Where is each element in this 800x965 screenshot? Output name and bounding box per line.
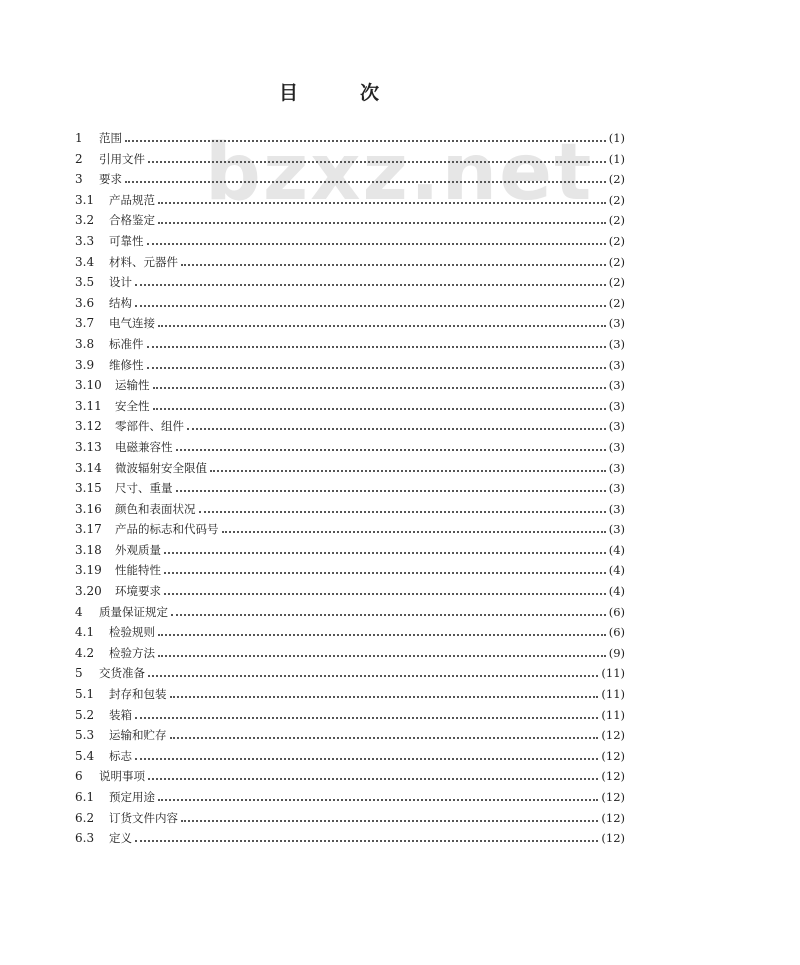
- section-number: 3.14: [75, 460, 102, 475]
- dot-leader: [158, 798, 598, 801]
- section-title: 标志: [109, 748, 132, 763]
- page-number: (12): [601, 728, 625, 743]
- page-number: (3): [608, 522, 625, 537]
- page-number: (2): [608, 172, 625, 187]
- page-number: (6): [608, 604, 625, 619]
- section-title: 电气连接: [109, 316, 155, 331]
- section-number: 3.5: [75, 275, 95, 290]
- dot-leader: [158, 324, 606, 327]
- section-title: 封存和包装: [109, 687, 167, 702]
- section-title: 环境要求: [115, 584, 161, 599]
- section-number: 5.2: [75, 707, 95, 722]
- toc-entry[interactable]: [75, 398, 625, 419]
- section-number: 3.10: [75, 378, 102, 393]
- dot-leader: [135, 757, 598, 760]
- page-number: (3): [608, 398, 625, 413]
- section-number: 2: [75, 151, 83, 166]
- toc-entry[interactable]: [75, 686, 625, 707]
- page-number: (3): [608, 336, 625, 351]
- toc-entry[interactable]: [75, 583, 625, 604]
- toc-entry[interactable]: [75, 192, 625, 213]
- dot-leader: [164, 571, 606, 574]
- toc-entry[interactable]: [75, 810, 625, 831]
- section-title: 质量保证规定: [99, 604, 168, 619]
- toc-entry[interactable]: [75, 418, 625, 439]
- toc-entry[interactable]: [75, 315, 625, 336]
- toc-entry[interactable]: [75, 707, 625, 728]
- page-number: (12): [601, 790, 625, 804]
- section-title: 电磁兼容性: [115, 439, 173, 454]
- dot-leader: [164, 592, 606, 595]
- page-number: (3): [608, 501, 625, 516]
- watermark: bzxz.net: [205, 128, 594, 218]
- page-number: (2): [608, 295, 625, 310]
- section-title: 范围: [99, 131, 122, 145]
- section-title: 引用文件: [99, 151, 145, 166]
- dot-leader: [153, 407, 606, 410]
- toc-entry[interactable]: [75, 336, 625, 357]
- section-number: 5.3: [75, 728, 95, 743]
- toc-entry[interactable]: [75, 212, 625, 233]
- page-number: (3): [608, 481, 625, 496]
- section-title: 定义: [109, 831, 132, 846]
- toc-entry[interactable]: [75, 521, 625, 542]
- page-number: (4): [608, 584, 625, 599]
- page-number: (11): [601, 666, 625, 681]
- section-title: 零部件、组件: [115, 419, 184, 434]
- section-number: 4.2: [75, 645, 95, 660]
- toc-entry[interactable]: [75, 542, 625, 563]
- section-number: 3.17: [75, 522, 102, 537]
- page-number: (2): [608, 213, 625, 228]
- dot-leader: [135, 839, 598, 842]
- toc-entry[interactable]: [75, 377, 625, 398]
- toc-entry[interactable]: [75, 624, 625, 645]
- page-number: (3): [608, 419, 625, 434]
- toc-entry[interactable]: [75, 501, 625, 522]
- section-number: 3.9: [75, 357, 95, 372]
- page-number: (11): [601, 707, 625, 722]
- section-title: 检验规则: [109, 625, 155, 640]
- section-title: 说明事项: [99, 769, 145, 784]
- page-number: (3): [608, 439, 625, 454]
- dot-leader: [181, 819, 598, 822]
- page-number: (11): [601, 687, 625, 702]
- toc-entry[interactable]: [75, 295, 625, 316]
- section-number: 3.3: [75, 233, 95, 248]
- toc-entry[interactable]: [75, 727, 625, 748]
- section-title: 运输性: [115, 378, 150, 393]
- section-title: 微波辐射安全限值: [115, 460, 207, 475]
- section-number: 3: [75, 172, 83, 187]
- section-number: 6.3: [75, 831, 95, 846]
- page-number: (1): [608, 151, 625, 166]
- page-number: (12): [601, 748, 625, 763]
- section-title: 预定用途: [109, 790, 155, 804]
- dot-leader: [164, 551, 606, 554]
- section-number: 3.12: [75, 419, 102, 434]
- section-number: 3.11: [75, 398, 102, 413]
- dot-leader: [148, 777, 598, 780]
- dot-leader: [147, 345, 606, 348]
- toc-entry[interactable]: [75, 171, 625, 192]
- dot-leader: [135, 716, 598, 719]
- toc-entry[interactable]: [75, 439, 625, 460]
- dot-leader: [125, 139, 606, 142]
- section-title: 材料、元器件: [109, 254, 178, 269]
- page-number: (12): [601, 831, 625, 846]
- section-title: 外观质量: [115, 542, 161, 557]
- section-number: 3.8: [75, 336, 95, 351]
- dot-leader: [176, 489, 606, 492]
- section-number: 5.4: [75, 748, 95, 763]
- dot-leader: [147, 242, 606, 245]
- toc-entry[interactable]: [75, 460, 625, 481]
- toc-entry[interactable]: [75, 357, 625, 378]
- section-title: 结构: [109, 295, 132, 310]
- section-number: 5: [75, 666, 83, 681]
- page-title: 目次: [278, 82, 441, 104]
- section-number: 3.7: [75, 316, 95, 331]
- section-number: 6.1: [75, 790, 95, 804]
- section-number: 3.19: [75, 563, 102, 578]
- section-title: 合格鉴定: [109, 213, 155, 228]
- dot-leader: [181, 263, 606, 266]
- section-title: 订货文件内容: [109, 810, 178, 825]
- section-number: 1: [75, 131, 83, 145]
- section-title: 维修性: [109, 357, 144, 372]
- dot-leader: [158, 654, 606, 657]
- dot-leader: [148, 674, 598, 677]
- section-number: 3.1: [75, 192, 95, 207]
- page-number: (6): [608, 625, 625, 640]
- dot-leader: [158, 221, 606, 224]
- toc-entry[interactable]: [75, 645, 625, 666]
- dot-leader: [222, 530, 606, 533]
- section-number: 3.18: [75, 542, 102, 557]
- dot-leader: [158, 201, 606, 204]
- dot-leader: [171, 613, 606, 616]
- section-title: 交货准备: [99, 666, 145, 681]
- section-title: 安全性: [115, 398, 150, 413]
- page-number: (3): [608, 357, 625, 372]
- dot-leader: [158, 633, 606, 636]
- toc-entry[interactable]: [75, 233, 625, 254]
- dot-leader: [135, 283, 606, 286]
- page-number: (2): [608, 233, 625, 248]
- section-title: 要求: [99, 172, 122, 187]
- section-number: 3.20: [75, 584, 102, 599]
- page-number: (12): [601, 769, 625, 784]
- section-title: 颜色和表面状况: [115, 501, 196, 516]
- section-number: 3.15: [75, 481, 102, 496]
- section-number: 3.2: [75, 213, 95, 228]
- page-number: (12): [601, 810, 625, 825]
- toc-entry[interactable]: [75, 748, 625, 769]
- section-number: 3.6: [75, 295, 95, 310]
- section-number: 3.13: [75, 439, 102, 454]
- section-title: 性能特性: [115, 563, 161, 578]
- section-title: 产品规范: [109, 192, 155, 207]
- dot-leader: [125, 180, 606, 183]
- dot-leader: [187, 427, 606, 430]
- page-number: (3): [608, 378, 625, 393]
- section-title: 尺寸、重量: [115, 481, 173, 496]
- page-number: (3): [608, 460, 625, 475]
- dot-leader: [199, 510, 606, 513]
- page-number: (2): [608, 192, 625, 207]
- section-number: 3.16: [75, 501, 102, 516]
- page-number: (1): [608, 131, 625, 145]
- toc-entry[interactable]: [75, 130, 625, 151]
- dot-leader: [153, 386, 606, 389]
- section-title: 检验方法: [109, 645, 155, 660]
- toc-entry[interactable]: [75, 151, 625, 172]
- dot-leader: [170, 736, 599, 739]
- section-title: 标准件: [109, 336, 144, 351]
- toc-entry[interactable]: [75, 604, 625, 625]
- toc-entry[interactable]: [75, 254, 625, 275]
- toc-entry[interactable]: [75, 274, 625, 295]
- section-title: 装箱: [109, 707, 132, 722]
- page-number: (2): [608, 254, 625, 269]
- page-number: (3): [608, 316, 625, 331]
- dot-leader: [147, 366, 606, 369]
- dot-leader: [210, 469, 606, 472]
- page-number: (9): [608, 645, 625, 660]
- dot-leader: [170, 695, 599, 698]
- toc-entry[interactable]: [75, 665, 625, 686]
- section-title: 产品的标志和代码号: [115, 522, 219, 537]
- toc-entry[interactable]: [75, 789, 625, 810]
- section-number: 5.1: [75, 687, 95, 702]
- section-number: 4.1: [75, 625, 95, 640]
- section-number: 3.4: [75, 254, 95, 269]
- section-title: 可靠性: [109, 233, 144, 248]
- toc-entry[interactable]: [75, 830, 625, 851]
- dot-leader: [176, 448, 606, 451]
- toc-entry[interactable]: [75, 768, 625, 789]
- toc-entry[interactable]: [75, 562, 625, 583]
- table-of-contents: [75, 130, 625, 851]
- section-title: 设计: [109, 275, 132, 290]
- toc-entry[interactable]: [75, 480, 625, 501]
- dot-leader: [148, 160, 606, 163]
- dot-leader: [135, 304, 606, 307]
- section-number: 6.2: [75, 810, 95, 825]
- page-number: (4): [608, 542, 625, 557]
- page-number: (4): [608, 563, 625, 578]
- section-title: 运输和贮存: [109, 728, 167, 743]
- section-number: 6: [75, 769, 83, 784]
- page-number: (2): [608, 275, 625, 290]
- section-number: 4: [75, 604, 83, 619]
